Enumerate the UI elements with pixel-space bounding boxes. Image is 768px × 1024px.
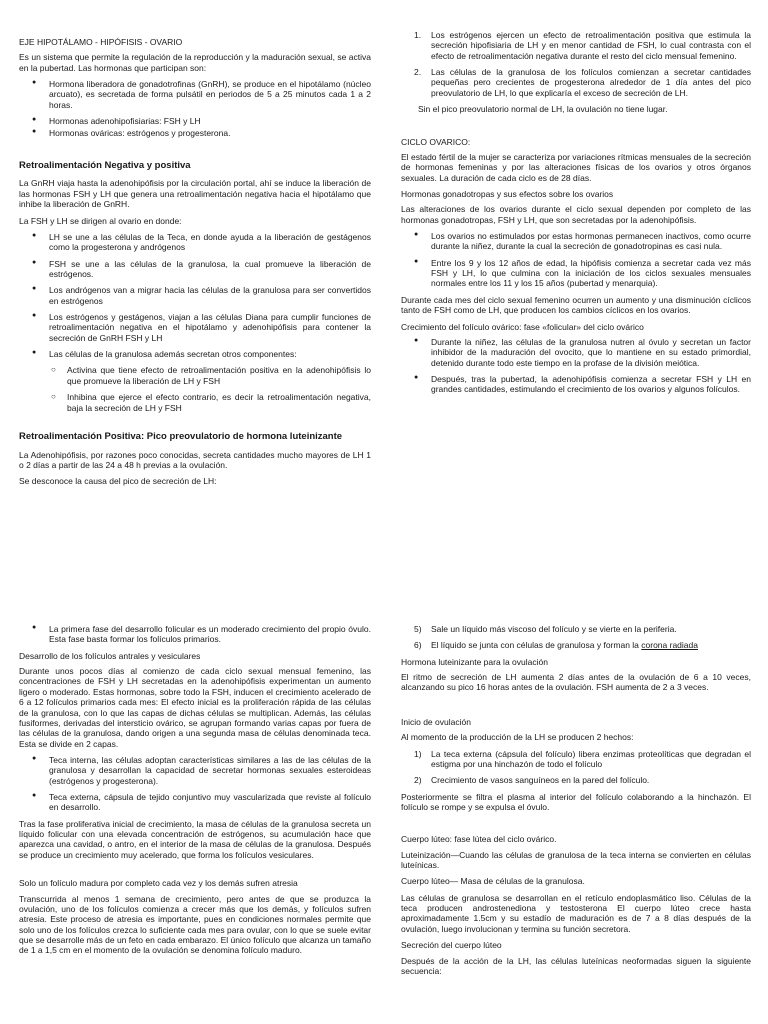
paragraph: La Adenohipófisis, por razones poco conocidas, secreta cantidades mucho mayores de LH 1 o 2 días a partir de las 24 a 48 h previas a la ovulación. <box>19 449 371 470</box>
heading-antral-follicles: Desarrollo de los folículos antrales y vesiculares <box>19 650 201 661</box>
list-item: 2) Crecimiento de vasos sanguíneos en la pared del folículo. <box>414 775 650 786</box>
list-item: ● FSH se une a las células de la granulosa, la cual promueve la liberación de estrógenos. <box>49 259 371 280</box>
lh-peak-causes-list <box>401 30 751 98</box>
list-item: 2. Las células de la granulosa de los folículos comienzan a secretar cantidades pequeñas pero crecientes de progesterona alrededor de 1 día antes del pico preovulatorio de LH, lo que explicaría el exceso de secreción de LH. <box>414 67 751 98</box>
page-1-left-column <box>19 37 371 493</box>
intro-paragraph: Es un sistema que permite la regulación de la reproducción y la maduración sexual, se activa en la pubertad. Las hormonas que participan son: <box>19 52 371 73</box>
paragraph: Transcurrida al menos 1 semana de crecimiento, pero antes de que se produzca la ovulación, uno de los folículos comienza a crecer más que los demás, y folículos sufren atresia. Este proceso de atresia es importante, pues en condiciones normales permite que solo uno de los folículos crezca lo suficiente cada mes para ovular, con lo que se suele evitar que se desarrolle más de un feto en cada embarazo. El único folículo que alcanza un tamaño de 1 a 1,5 cm en el momento de la ovulación se denomina folículo maduro. <box>19 893 371 956</box>
paragraph: Durante cada mes del ciclo sexual femenino ocurren un aumento y una disminución cíclicos tanto de FSH como de LH, que producen los cambios cíclicos en los ovarios. <box>401 294 751 316</box>
list-item: ● Hormonas adenohipofisiarias: FSH y LH <box>49 116 371 126</box>
paragraph: Después de la acción de la LH, las células luteínicas neoformadas siguen la siguiente secuencia: <box>401 955 751 976</box>
page-1-right-column <box>401 30 751 401</box>
list-item: ○ Activina que tiene efecto de retroalimentación positiva en la adenohipófisis lo que promueve la liberación de LH y FSH <box>67 365 371 386</box>
heading-corpus-luteum: Cuerpo lúteo: fase lútea del ciclo ovárico. <box>401 834 557 845</box>
section-title-cycle: CICLO OVARICO: <box>401 136 471 147</box>
paragraph: Sin el pico preovulatorio normal de LH, la ovulación no tiene lugar. <box>418 104 668 115</box>
list-item: ● Las células de la granulosa además secretan otros componentes: <box>49 349 371 359</box>
paragraph: El ritmo de secreción de LH aumenta 2 días antes de la ovulación de 6 a 10 veces, alcanzando su pico 16 horas antes de la ovulación. FSH aumenta de 2 a 3 veces. <box>401 672 751 693</box>
page-2-right-column <box>401 624 751 982</box>
list-item: ● Teca externa, cápsula de tejido conjuntivo muy vascularizada que reviste al folículo en desarrollo. <box>49 792 371 813</box>
hormones-list <box>19 79 371 138</box>
paragraph: Tras la fase proliferativa inicial de crecimiento, la masa de células de la granulosa secreta un líquido folicular con una elevada concentración de estrógenos, su acumulación hace que aparezca una cavidad, o antro, en el interior de la masa de células de la granulosa. Después se produce un crecimiento muy acelerado, que forma los folículos vesiculares. <box>19 818 371 860</box>
list-item: 5) Sale un líquido más viscoso del folículo y se vierte en la periferia. <box>414 624 677 634</box>
page-2-left-column <box>19 624 371 962</box>
heading-lh-ovulation: Hormona luteinizante para la ovulación <box>401 656 548 667</box>
granulosa-components-list <box>19 365 371 412</box>
list-item: ● Los estrógenos y gestágenos, viajan a las células Diana para cumplir funciones de retroalimentación negativa en el hipotálamo y adenohipófisis para contener la secreción de GnRH FSH y LH <box>49 312 371 343</box>
heading-luteal-secretion: Secreción del cuerpo lúteo <box>401 940 502 951</box>
list-item: 6) El líquido se junta con células de granulosa y forman la corona radiada <box>414 640 698 651</box>
teca-layers-list <box>19 755 371 813</box>
paragraph: La FSH y LH se dirigen al ovario en donde: <box>19 215 182 226</box>
paragraph: Las células de granulosa se desarrollan en el retículo endoplasmático liso. Células de la teca producen androstenediona y testosterona El cuerpo lúteo crece hasta aproximadamente 1.5cm y su estadío de maduración es de 7 a 8 días después de la ovulación, luego involucionan y termina su función secretora. <box>401 892 751 934</box>
section-title-axis: EJE HIPOTÁLAMO - HIPÓFISIS - OVARIO <box>19 37 183 47</box>
heading-positive-feedback: Retroalimentación Positiva: Pico preovulatorio de hormona luteinizante <box>19 430 343 442</box>
heading-feedback: Retroalimentación Negativa y positiva <box>19 159 191 171</box>
list-item: ● Entre los 9 y los 12 años de edad, la hipófisis comienza a secretar cada vez más FSH y LH, lo que culmina con la iniciación de los ciclos sexuales mensuales normales entre los 11 y los 15 años (pubertad y menarquia). <box>431 258 751 289</box>
corona-radiada-link: corona radiada <box>641 640 698 651</box>
page-2 <box>0 608 768 1024</box>
follicle-growth-list <box>401 337 751 395</box>
list-item: ● Los ovarios no estimulados por estas hormonas permanecen inactivos, como ocurre durante la niñez, durante la cual la secreción de gonadotropinas es casi nula. <box>431 231 751 252</box>
heading-ovulation-start: Inicio de ovulación <box>401 716 471 727</box>
heading-gonadotropic: Hormonas gonadotropas y sus efectos sobre los ovarios <box>401 188 614 199</box>
paragraph: Las alteraciones de los ovarios durante el ciclo sexual dependen por completo de las hormonas gonadotropas, FSH y LH, que son secretadas por la adenohipófisis. <box>401 204 751 225</box>
paragraph: Posteriormente se filtra el plasma al interior del folículo colaborando a la hinchazón. El folículo se rompe y se expulsa el óvulo. <box>401 791 751 812</box>
list-item: ● La primera fase del desarrollo folicular es un moderado crecimiento del propio óvulo. Esta fase basta formar los folículos primarios. <box>49 624 371 645</box>
list-item: ● Después, tras la pubertad, la adenohipófisis comienza a secretar FSH y LH en grandes cantidades, estimulando el crecimiento de los ovarios y algunos folículos. <box>431 374 751 395</box>
list-item: 1. Los estrógenos ejercen un efecto de retroalimentación positiva que estimula la secreción hipofisiaria de LH y en menor cantidad de FSH, lo cual contrasta con el efecto de retroalimentación negativa durante el resto del ciclo mensual femenino. <box>414 30 751 61</box>
paragraph: Al momento de la producción de la LH se producen 2 hechos: <box>401 732 634 743</box>
ovulation-events-list <box>401 749 751 786</box>
ovary-actions-list <box>19 232 371 360</box>
heading-follicle-growth: Crecimiento del folículo ovárico: fase «folicular» del ciclo ovárico <box>401 321 644 332</box>
paragraph: La GnRH viaja hasta la adenohipófisis por la circulación portal, ahí se induce la liberación de las hormonas FSH y LH que genera una retroalimentación negativa hacia el hipotálamo que inhibe la liberación de GnRH. <box>19 178 371 210</box>
gonadotropic-effects-list <box>401 231 751 289</box>
list-item: ● Durante la niñez, las células de la granulosa nutren al óvulo y secretan un factor inhibidor de la maduración del ovocito, que lo mantiene en su estado primordial, detenido durante todo este tiempo en la profase de la división meiótica. <box>431 337 751 368</box>
list-item: ● LH se une a las células de la Teca, en donde ayuda a la liberación de gestágenos como la progesterona y andrógenos <box>49 232 371 253</box>
list-item: ● Los andrógenos van a migrar hacia las células de la granulosa para ser convertidos en estrógenos <box>49 285 371 306</box>
paragraph: Se desconoce la causa del pico de secreción de LH: <box>19 476 217 487</box>
list-item: ● Hormona liberadora de gonadotrofinas (GnRH), se produce en el hipotálamo (núcleo arcuato), es secretada de forma pulsátil en periodos de 5 a 25 minutos cada 1 a 2 horas. <box>49 79 371 110</box>
ovulation-steps-list <box>401 624 751 651</box>
paragraph: Luteinización—Cuando las células de granulosa de la teca interna se convierten en células luteínicas. <box>401 849 751 871</box>
list-item: ● Hormonas ováricas: estrógenos y progesterona. <box>49 128 371 138</box>
list-item: ○ Inhibina que ejerce el efecto contrario, es decir la retroalimentación negativa, baja la secreción de LH y FSH <box>67 392 371 413</box>
heading-atresia: Solo un folículo madura por completo cada vez y los demás sufren atresia <box>19 878 298 889</box>
paragraph: Durante unos pocos días al comienzo de cada ciclo sexual mensual femenino, las concentraciones de FSH y LH secretadas en la adenohipófisis experimentan un aumento ligero o moderado. Estas hormonas, sobre todo la FSH, inducen el crecimiento acelerado de 6 a 12 folículos primarios cada mes: El efecto inicial es la proliferación rápida de las células de la granulosa, con lo que las capas de dichas células se multiplican. Además, las células fusiformes, derivadas del intersticio ovárico, se agrupan formando varias capas por fuera de las células de la granulosa, dando origen a una segunda masa de células denominada teca. Esta se divide en 2 capas. <box>19 666 371 749</box>
follicle-phase-list <box>19 624 371 645</box>
paragraph: El estado fértil de la mujer se caracteriza por variaciones rítmicas mensuales de la secreción de hormonas femeninas y por las alteraciones físicas de los ovarios y otros órganos sexuales. La duración de cada ciclo es de 28 días. <box>401 151 751 183</box>
list-item: 1) La teca externa (cápsula del folículo) libera enzimas proteolíticas que degradan el estigma por una hinchazón de todo el folículo <box>414 748 751 769</box>
list-item: ● Teca interna, las células adoptan características similares a las de las células de la granulosa y desarrollan la capacidad de secretar hormonas sexuales esteroideas (estrógenos y progesterona). <box>49 755 371 786</box>
paragraph: Cuerpo lúteo— Masa de células de la granulosa. <box>401 876 585 887</box>
